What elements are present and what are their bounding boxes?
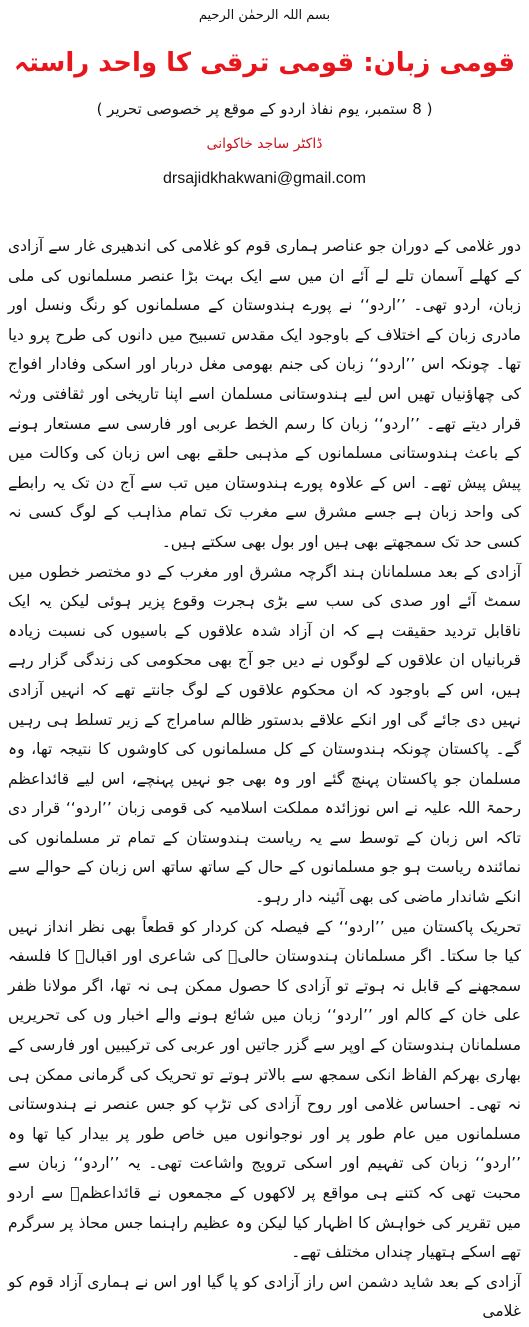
body-paragraph-4: آزادی کے بعد شاید دشمن اس راز آزادی کو پا گیا اور اس نے ہماری آزاد قوم کو غلامی — [8, 1272, 521, 1321]
article-body — [8, 232, 521, 1321]
author-name: ڈاکٹر ساجد خاکوانی — [206, 136, 323, 152]
article-subtitle: ( 8 ستمبر، یوم نفاذ اردو کے موقع پر خصوصی تحریر ) — [96, 100, 433, 118]
article-title: قومی زبان: قومی ترقی کا واحد راستہ — [13, 48, 516, 78]
body-paragraph-3: تحریک پاکستان میں ’’اردو‘‘ کے فیصلہ کن کردار کو قطعاً بھی نظر انداز نہیں کیا جا سکتا۔ اگر مسلمانان ہندوستان حالیؔ کی شاعری اور اقبالؔ کا فلسفہ سمجھنے کے قابل نہ ہوتے تو آزادی کا حصول ممکن ہی نہ تھا، اگر مولانا ظفر علی خان کے کالم اور ’’اردو‘‘ زبان میں شائع ہونے والے اخبار وں کی تحریریں مسلمانان ہندوستان کے اوپر سے گزر جاتیں اور عربی کی ترکیبیں اور فارسی کے بھاری بھرکم الفاظ انکی سمجھ سے بالاتر ہوتے تو تحریک کی گرمانی ممکن ہی نہ تھی۔ احساس غلامی اور روح آزادی کی تڑپ کو جس عنصر نے ہندوستانی مسلمانوں میں عام طور پر اور نوجوانوں میں خاص طور پر بیدار کیا تھا وہ ’’اردو‘‘ زبان کی تفہیم اور اسکی ترویج واشاعت تھی۔ یہ ’’اردو‘‘ زبان سے محبت تھی کہ کتنے ہی مواقع پر لاکھوں کے مجمعوں نے قائداعظمؒ سے اردو میں تقریر کی خواہش کا اظہار کیا لیکن وہ عظیم راہنما جس محاذ پر سرگرم تھے اسکے ہتھیار چنداں مختلف تھے۔ — [8, 917, 521, 1262]
body-paragraph-2: آزادی کے بعد مسلمانان ہند اگرچہ مشرق اور مغرب کے دو مختصر خطوں میں سمٹ آئے اور صدی کی سب سے بڑی ہجرت وقوع پزیر ہوئی لیکن یہ ایک ناقابل تردید حقیقت ہے کہ ان آزاد شدہ علاقوں کے باسیوں کی نسبت زیادہ قربانیاں ان علاقوں کے لوگوں نے دیں جو آج بھی محکومی کی زندگی گزار رہے ہیں، اس کے باوجود کہ ان محکوم علاقوں کے لوگ جانتے تھے کہ انہیں آزادی نہیں دی جائے گی اور انکے علاقے بدستور ظالم سامراج کے زیر تسلط ہی رہیں گے۔ پاکستان چونکہ ہندوستان کے کل مسلمانوں کی کاوشوں کا نتیجہ تھا، وہ مسلمان جو پاکستان پہنچ گئے اور وہ بھی جو نہیں پہنچے، اس لیے قائداعظم رحمۃ اللہ علیہ نے اس نوزائدہ مملکت اسلامیہ کی قومی زبان ’’اردو‘‘ قرار دی تاکہ اس زبان کے توسط سے یہ ریاست ہندوستان کے تمام تر مسلمانوں کی نمائندہ ریاست ہو جو مسلمانوں کے حال کے ساتھ ساتھ اس زبان کے حوالے سے انکے شاندار ماضی کی بھی آئینہ دار رہو۔ — [8, 562, 521, 907]
body-paragraph-1: دور غلامی کے دوران جو عناصر ہماری قوم کو غلامی کی اندھیری غار سے آزادی کے کھلے آسمان تلے لے آئے ان میں سے ایک بہت بڑا عنصر مسلمانوں کی ملی زبان، اردو تھی۔ ’’اردو‘‘ نے پورے ہندوستان کے مسلمانوں کو رنگ ونسل اور مادری زبان کے اختلاف کے باوجود ایک مقدس تسبیح میں دانوں کی طرح پرو دیا تھا۔ چونکہ اس ’’اردو‘‘ زبان کی جنم بھومی مغل دربار اور اسکی وفادار افواج کی چھاؤنیاں تھیں اس لیے ہندوستانی مسلمان اسے اپنا تاریخی اور ثقافتی ورثہ قرار دیتے تھے۔ ’’اردو‘‘ زبان کا رسم الخط عربی اور فارسی سے مستعار ہونے کے باعث ہندوستانی مسلمانوں کے مذہبی حلقے بھی اس زبان کی وکالت میں پیش پیش تھے۔ اس کے علاوہ پورے ہندوستان میں تب سے آج دن تک یہ رابطے کی واحد زبان ہے جسے مشرق سے مغرب تک تمام مذاہب کے لوگ کسی نہ کسی حد تک سمجھتے بھی ہیں اور بول بھی سکتے ہیں۔ — [8, 237, 521, 551]
bismillah-heading: بسم اللہ الرحمٰن الرحیم — [198, 8, 331, 23]
author-email: drsajidkhakwani@gmail.com — [163, 170, 366, 187]
